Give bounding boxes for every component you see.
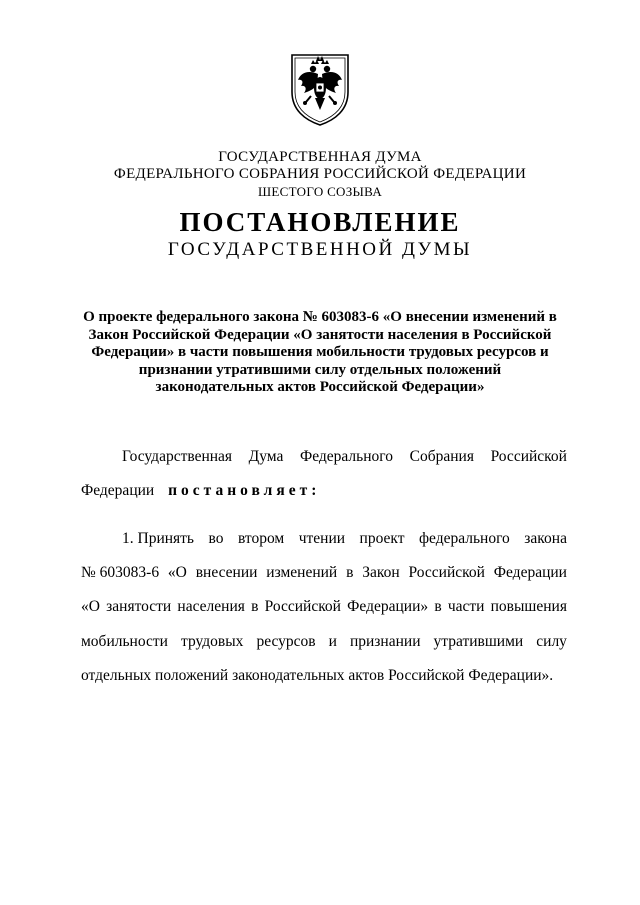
clause-word: во <box>208 530 224 547</box>
preamble-line-1 <box>122 448 567 466</box>
clause-word: признании <box>349 633 421 650</box>
clause1-line-5: отдельных положений законодательных актов Российской Федерации». <box>81 667 554 684</box>
clause-word: Российской <box>408 564 485 581</box>
clause-word: федерального <box>418 530 510 547</box>
clause1-line-4 <box>81 633 567 651</box>
clause1-line-1 <box>122 530 567 548</box>
clause-word: Федерации» <box>347 598 429 615</box>
coat-of-arms-icon <box>289 52 351 128</box>
preamble-word: Дума <box>248 448 284 465</box>
preamble-line-2 <box>81 482 320 500</box>
clause-word: занятости <box>106 598 172 615</box>
clause-word: в <box>434 598 442 615</box>
clause-word: части <box>447 598 485 615</box>
clause-word: чтении <box>298 530 346 547</box>
preamble-word: Собрания <box>409 448 474 465</box>
clause1-line-2 <box>81 564 567 582</box>
clause-word: «О <box>167 564 187 581</box>
preamble-word: Российской <box>490 448 567 465</box>
clause-word: внесении <box>195 564 258 581</box>
clause-word: втором <box>237 530 285 547</box>
clause-word: утратившими <box>433 633 524 650</box>
clause-word: силу <box>536 633 567 650</box>
preamble-word: Федерального <box>299 448 394 465</box>
clause-word: в <box>346 564 354 581</box>
clause-word: и <box>328 633 337 650</box>
subject-line: Федерации» в части повышения мобильности трудовых ресурсов и <box>91 344 549 360</box>
clause-word: проект <box>359 530 405 547</box>
clause-word: Закон <box>362 564 400 581</box>
clause-word: трудовых <box>180 633 244 650</box>
subject-line: законодательных актов Российской Федерации» <box>155 379 485 395</box>
clause-word: в <box>251 598 259 615</box>
subject-line: Закон Российской Федерации «О занятости населения в Российской <box>88 326 552 343</box>
preamble-word: Государственная <box>122 448 233 465</box>
document-issuer-title: ГОСУДАРСТВЕННОЙ ДУМЫ <box>167 239 473 260</box>
clause-word: повышения <box>490 598 567 615</box>
header-line-1: ГОСУДАРСТВЕННАЯ ДУМА <box>218 149 422 165</box>
subject-line: О проекте федерального закона № 603083-6 «О внесении изменений в <box>83 309 557 325</box>
clause-word: изменений <box>266 564 338 581</box>
clause1-line-3 <box>81 598 567 616</box>
preamble-verb: постановляет: <box>168 482 321 499</box>
clause-word: ресурсов <box>256 633 316 650</box>
clause-word: мобильности <box>81 633 168 650</box>
document-subject <box>70 309 570 397</box>
document-type-title: ПОСТАНОВЛЕНИЕ <box>179 207 461 237</box>
header-line-3: ШЕСТОГО СОЗЫВА <box>257 184 383 199</box>
clause-word: Федерации <box>493 564 567 581</box>
preamble-start: Федерации <box>81 482 155 499</box>
clause-word: № 603083-6 <box>81 564 160 581</box>
clause-word: 1. Принять <box>122 530 195 547</box>
clause-word: «О <box>81 598 100 615</box>
clause-word: Российской <box>264 598 341 615</box>
clause-word: населения <box>177 598 245 615</box>
clause-word: закона <box>524 530 567 547</box>
subject-line: признании утратившими силу отдельных положений <box>138 361 502 378</box>
header-line-2: ФЕДЕРАЛЬНОГО СОБРАНИЯ РОССИЙСКОЙ ФЕДЕРАЦИИ <box>113 166 527 182</box>
